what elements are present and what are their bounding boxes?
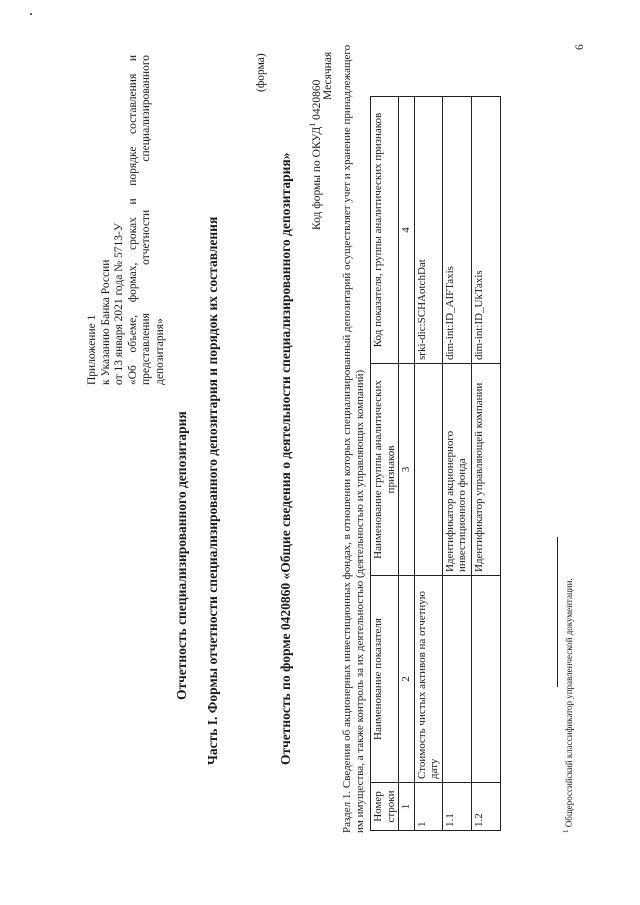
table-column-numbers-row — [399, 97, 415, 831]
section-heading: Раздел 1. Сведения об акционерных инвестиционных фондах, в отношении которых специализированный депозитарий осуществляет учет и хранение принадлежащего им имущества, а также контроль за их деятельностью (деятельностью их управляющих компаний) — [341, 44, 366, 833]
appendix-line-2: к Указанию Банка России — [99, 259, 112, 385]
column-number: 2 — [399, 576, 415, 783]
footnote-separator — [557, 537, 558, 687]
scan-mark — [30, 13, 32, 15]
table-row — [442, 97, 471, 831]
okud-code-value: 0420860 — [310, 79, 323, 120]
header-row-number: Номер строки — [371, 783, 399, 831]
form-title: Отчетность по форме 0420860 «Общие сведения о деятельности специализированного депозитария» — [278, 152, 293, 765]
table-row — [471, 97, 500, 831]
footnote-text: Общероссийский классификатор управленческой документации. — [564, 578, 574, 828]
okud-label: Код формы по ОКУД — [310, 126, 323, 230]
appendix-line-4: «Об объеме, формах, сроках и порядке составления и — [126, 55, 139, 385]
appendix-block — [86, 55, 167, 385]
appendix-line-6: депозитария» — [153, 318, 166, 385]
row-code: dim-int:ID_AIFTaxis — [442, 97, 471, 364]
row-number: 1 — [414, 783, 442, 831]
header-code: Код показателя, группы аналитических признаков — [371, 97, 399, 364]
column-number: 1 — [399, 783, 415, 831]
row-indicator-name — [471, 576, 500, 783]
row-number: 1.2 — [471, 783, 500, 831]
header-group-name: Наименование группы аналитических признаков — [371, 364, 399, 576]
page-number: 6 — [574, 44, 586, 50]
appendix-line-1: Приложение 1 — [86, 314, 98, 385]
table-row — [414, 97, 442, 831]
footnote-marker: 1 — [562, 829, 570, 833]
form-label: (форма) — [255, 53, 267, 92]
row-code: srki-dic:SCHAotchDat — [414, 97, 442, 364]
column-number: 3 — [399, 364, 415, 576]
row-group-name — [414, 364, 442, 576]
document-title: Отчетность специализированного депозитария — [174, 411, 189, 700]
appendix-line-5: представления отчетности специализированного — [140, 55, 152, 385]
report-period: Месячная — [322, 51, 334, 100]
row-group-name: Идентификатор акционерного инвестиционного фонда — [442, 364, 471, 576]
okud-footnote-ref: 1 — [308, 122, 317, 127]
row-number: 1.1 — [442, 783, 471, 831]
part-title: Часть I. Формы отчетности специализированного депозитария и порядок их составления — [205, 216, 220, 765]
footnote — [562, 578, 574, 833]
table-header-row — [371, 97, 399, 831]
row-group-name: Идентификатор управляющей компании — [471, 364, 500, 576]
appendix-line-3: от 13 января 2021 года № 5713-У — [113, 223, 125, 385]
column-number: 4 — [399, 97, 415, 364]
indicators-table — [370, 96, 501, 831]
row-code: dim-int:ID_UkTaxis — [471, 97, 500, 364]
header-indicator-name: Наименование показателя — [371, 576, 399, 783]
row-indicator-name — [442, 576, 471, 783]
okud-code — [308, 80, 323, 230]
row-indicator-name: Стоимость чистых активов на отчетную дату — [414, 576, 442, 783]
